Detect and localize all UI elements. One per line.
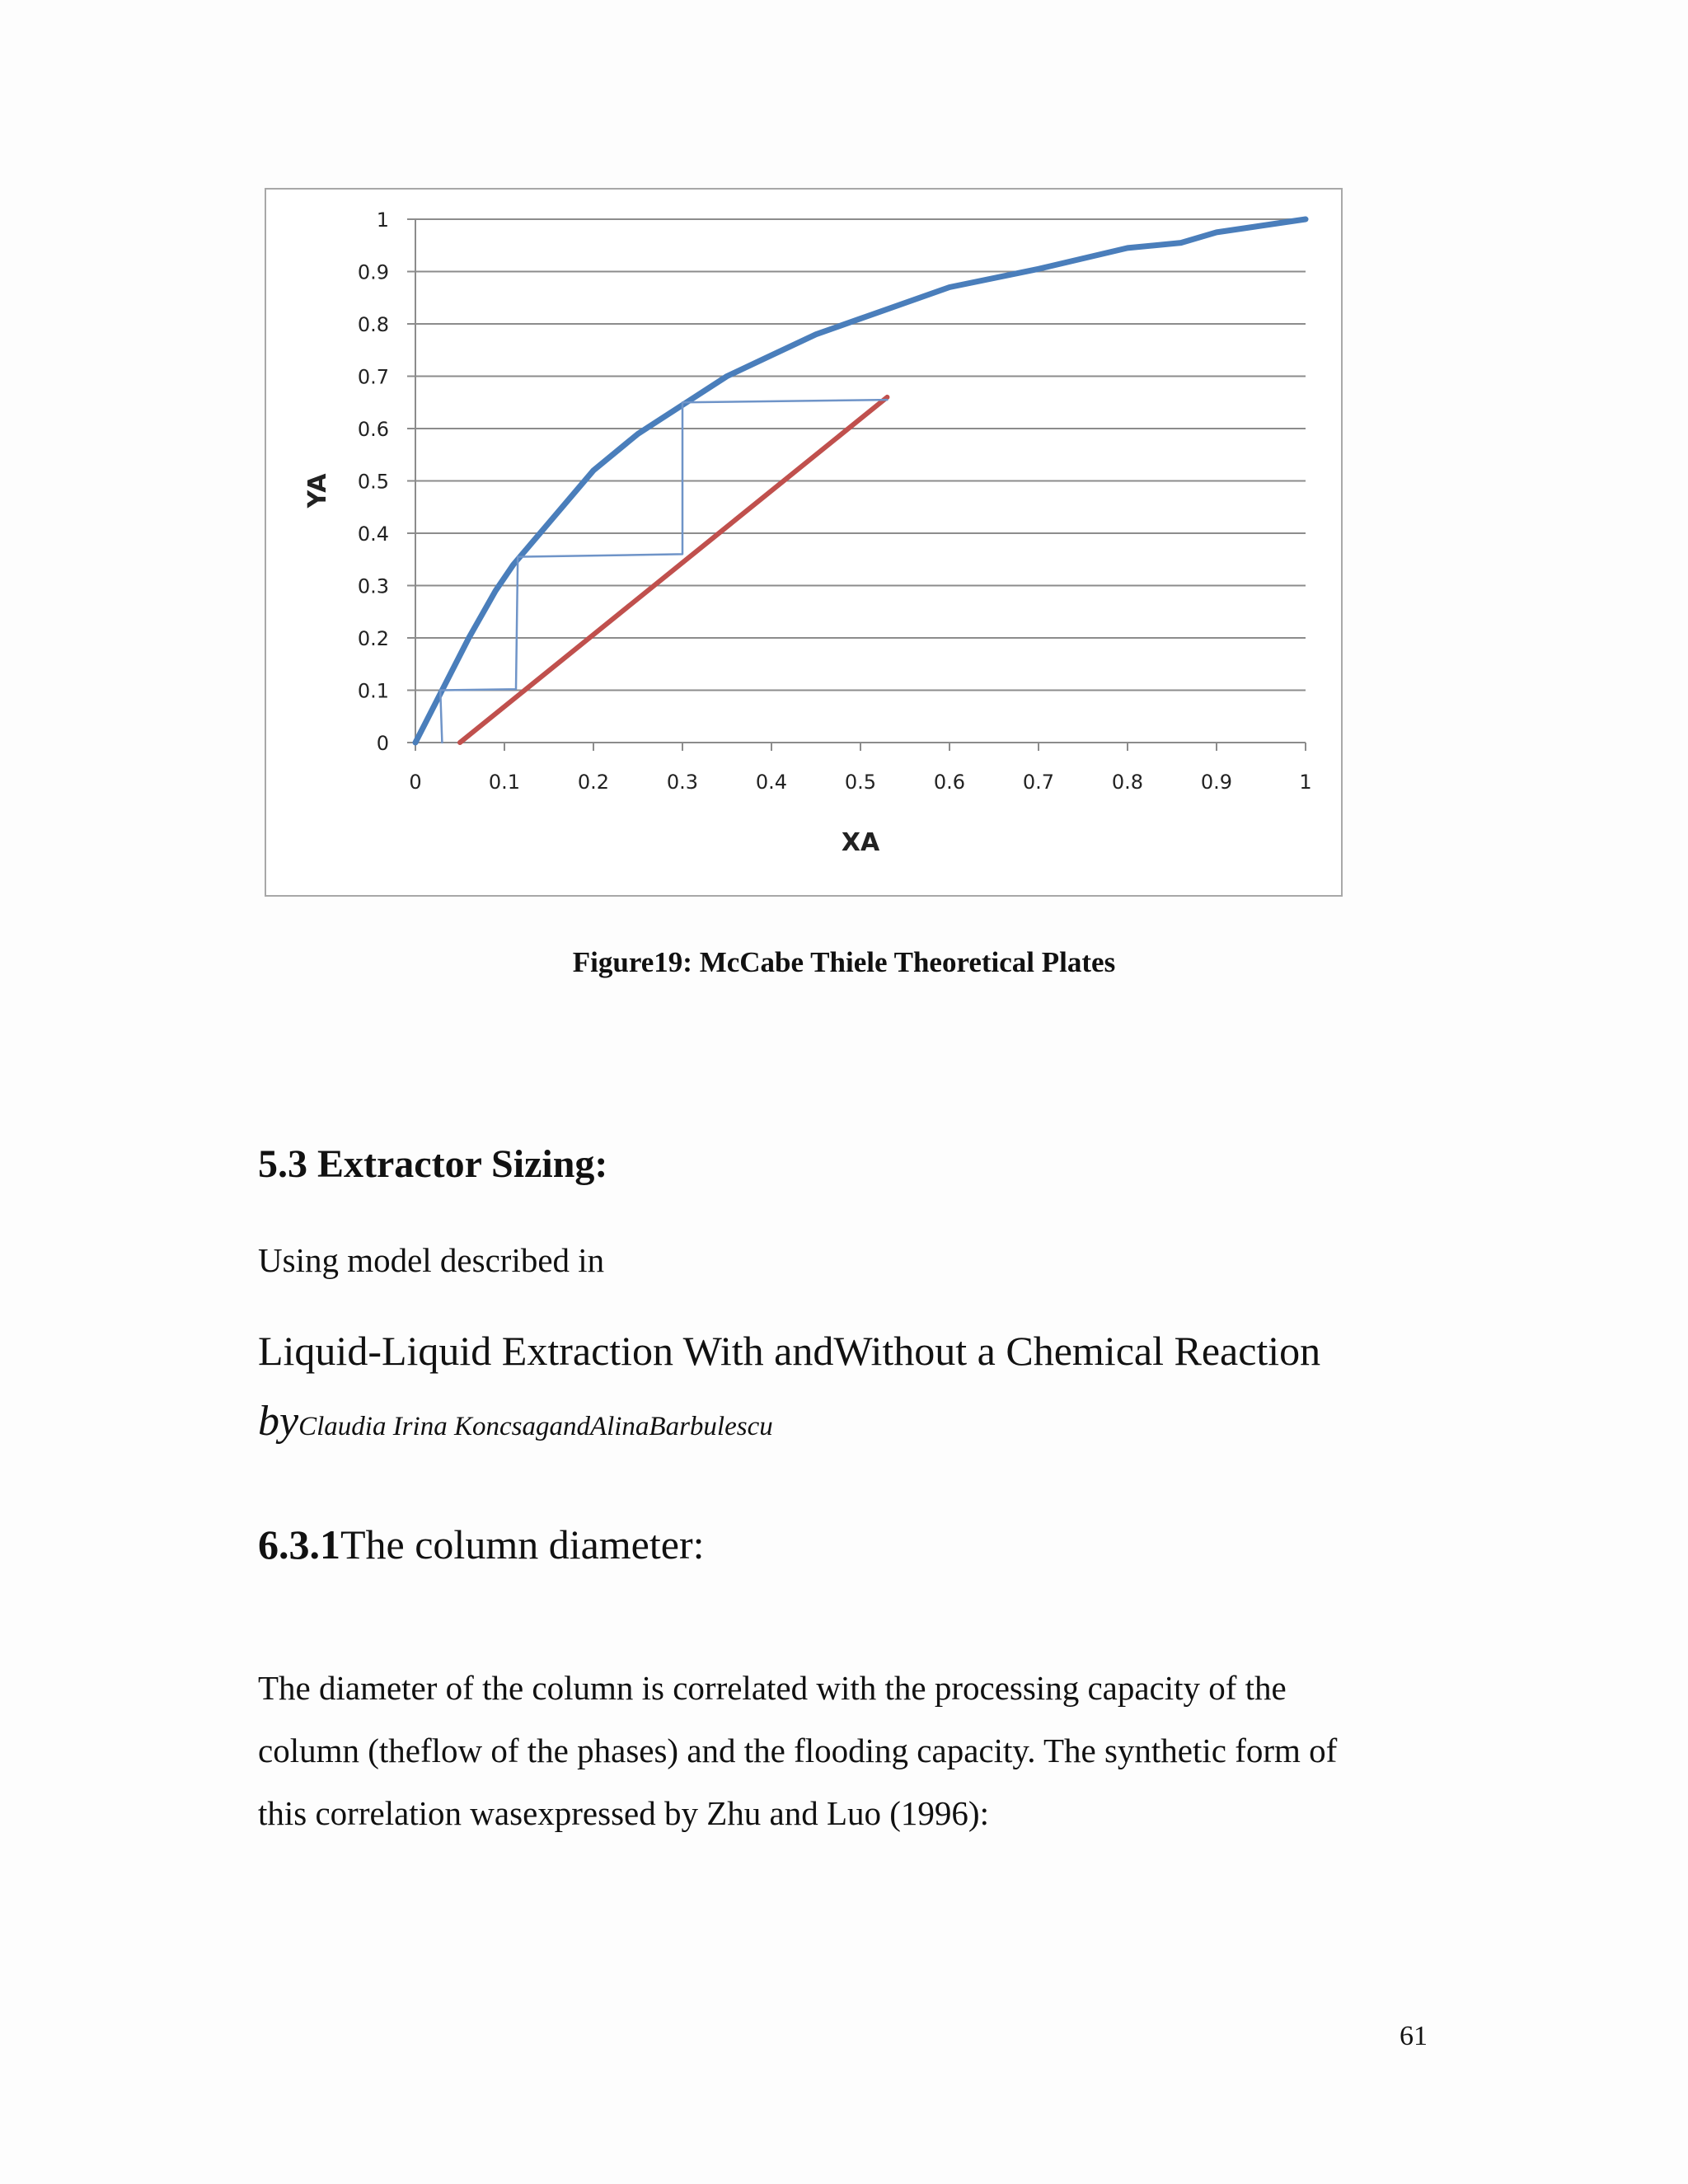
x-tick-label: 0.7 bbox=[1022, 771, 1055, 794]
y-tick-label: 0.8 bbox=[357, 313, 389, 336]
authors-prefix: by bbox=[258, 1398, 299, 1445]
y-tick-label: 0.7 bbox=[357, 365, 389, 389]
y-axis-title: YA bbox=[303, 473, 332, 509]
figure-caption: Figure19: McCabe Thiele Theoretical Plates bbox=[572, 946, 1116, 978]
x-tick-label: 0.2 bbox=[577, 771, 610, 794]
subsection-number: 6.3.1 bbox=[258, 1521, 340, 1568]
body-paragraph bbox=[258, 1657, 1445, 1844]
x-axis-title: XA bbox=[841, 828, 880, 857]
x-tick-label: 0.9 bbox=[1200, 771, 1233, 794]
section-heading: 5.3 Extractor Sizing: bbox=[258, 1142, 608, 1186]
x-tick-label: 0.6 bbox=[933, 771, 966, 794]
x-tick-label: 0.4 bbox=[755, 771, 788, 794]
paragraph-line: column (theflow of the phases) and the flooding capacity. The synthetic form of bbox=[258, 1732, 1338, 1769]
y-tick-label: 0.6 bbox=[357, 418, 389, 441]
authors-names: Claudia Irina KoncsagandAlinaBarbulescu bbox=[298, 1412, 773, 1441]
subsection-title: The column diameter: bbox=[340, 1521, 705, 1568]
y-tick-label: 0.9 bbox=[357, 260, 389, 284]
x-tick-label: 1 bbox=[1299, 771, 1312, 794]
mccabe-thiele-chart bbox=[265, 188, 1343, 897]
subsection-heading bbox=[258, 1521, 705, 1568]
x-tick-label: 0.3 bbox=[666, 771, 699, 794]
x-tick-label: 0.8 bbox=[1111, 771, 1144, 794]
y-tick-label: 0.5 bbox=[357, 470, 389, 494]
page-number: 61 bbox=[1400, 2021, 1428, 2051]
y-tick-label: 0.4 bbox=[357, 523, 389, 546]
y-tick-label: 0.2 bbox=[357, 627, 389, 650]
x-tick-label: 0.5 bbox=[844, 771, 877, 794]
x-tick-label: 0 bbox=[409, 771, 422, 794]
reference-book-title: Liquid-Liquid Extraction With andWithout a Chemical Reaction bbox=[258, 1328, 1321, 1374]
x-tick-label: 0.1 bbox=[488, 771, 521, 794]
paragraph-line: The diameter of the column is correlated with the processing capacity of the bbox=[258, 1669, 1287, 1707]
y-tick-label: 0 bbox=[376, 732, 389, 755]
y-tick-label: 0.1 bbox=[357, 679, 389, 703]
using-model-text: Using model described in bbox=[258, 1241, 605, 1279]
y-tick-label: 0.3 bbox=[357, 574, 389, 598]
chart-canvas bbox=[266, 190, 1341, 895]
y-tick-label: 1 bbox=[376, 209, 389, 232]
reference-authors bbox=[258, 1397, 773, 1446]
paragraph-line: this correlation wasexpressed by Zhu and Luo (1996): bbox=[258, 1794, 989, 1832]
